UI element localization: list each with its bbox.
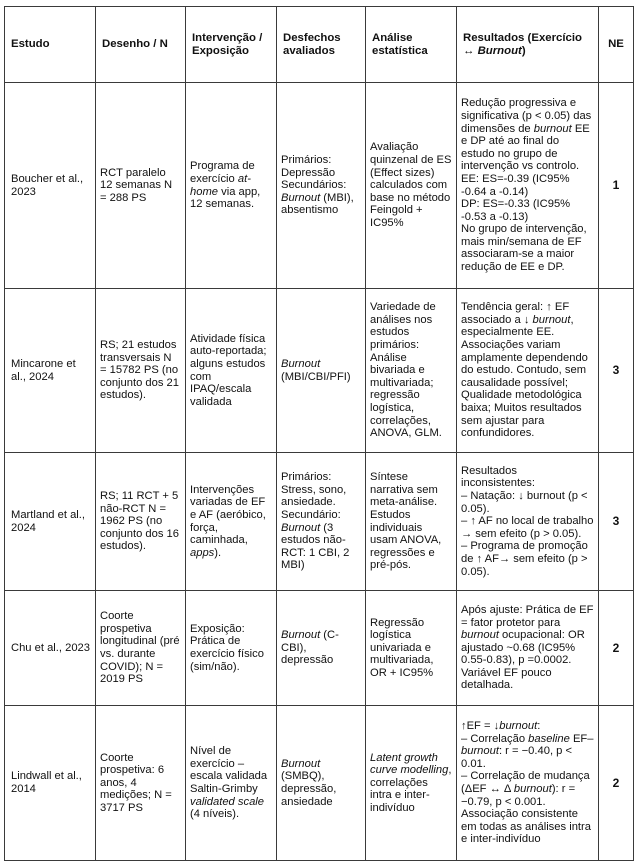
results-line [461,770,594,846]
table-row [5,591,634,706]
cell-design: RS; 11 RCT + 5 não-RCT N = 1962 PS (no conjunto dos 16 estudos). [96,453,186,591]
cell-results [457,83,599,289]
text-italic: Burnout [281,357,321,370]
cell-design: Coorte prospetiva longitudinal (pré vs. durante COVID); N = 2019 PS [96,591,186,706]
text: : [537,720,541,733]
cell-results [457,706,599,861]
cell-analysis: Regressão logística univariada e multivariada, OR + IC95% [366,591,457,706]
header-outcomes: Desfechos avaliados [277,7,366,83]
text: : r = −0.40, p < 0.01. [461,745,573,770]
results-line: No grupo de intervenção, mais min/semana de EF associaram-se a maior redução de EE e DP. [461,223,587,274]
cell-outcomes [277,591,366,706]
text: EF– [569,732,594,745]
text-italic: baseline [528,732,570,745]
text: – Correlação de mudança (ΔEF ↔ Δ [461,770,590,795]
cell-outcomes [277,706,366,861]
cell-intervention: Exposição: Prática de exercício físico (sim/não). [186,591,277,706]
cell-outcomes [277,289,366,453]
header-results [457,7,599,83]
text: Primários: Stress, sono, ansiedade. Secundário: [281,471,347,521]
text: Redução progressiva e significativa (p < 0.05) das dimensões de [461,97,592,135]
text: (3 estudos não-RCT: 1 CBI, 2 MBI) [281,521,350,572]
results-line: – ↑ AF no local de trabalho → sem efeito (p > 0.05). [461,515,594,540]
text-italic: Burnout [281,757,321,770]
text-italic: Burnout [281,629,321,642]
cell-study: Boucher et al., 2023 [5,83,96,289]
cell-outcomes [277,83,366,289]
text-italic: apps [190,546,215,559]
results-line [461,720,594,733]
cell-study: Chu et al., 2023 [5,591,96,706]
text: Primários: Depressão Secundários: [281,154,347,192]
text-italic: burnout [513,783,552,795]
text: Programa de exercício [190,160,255,185]
cell-ne: 2 [599,591,634,706]
results-line [461,97,594,173]
text: , correlações intra e inter-indivíduo [370,764,452,814]
table-row [5,83,634,289]
text: ↑EF = ↓ [461,720,500,733]
text: (MBI/CBI/PFI) [281,370,351,383]
cell-ne: 3 [599,289,634,453]
text-italic: burnout [461,629,499,642]
cell-design: Coorte prospetiva: 6 anos, 4 medições; N = 3717 PS [96,706,186,861]
text-italic: Burnout [281,521,321,534]
cell-ne: 1 [599,83,634,289]
cell-ne: 2 [599,706,634,861]
results-line [461,604,594,667]
cell-intervention [186,83,277,289]
results-line: Resultados inconsistentes: [461,464,536,490]
text: via app, 12 semanas. [190,185,261,211]
cell-results [457,289,599,453]
cell-results [457,591,599,706]
cell-study: Martland et al., 2024 [5,453,96,591]
text: (C-CBI), depressão [281,629,339,667]
header-row [5,7,634,83]
table-row [5,453,634,591]
text: EE e DP até ao final do estudo no grupo de intervenção vs controlo. [461,122,590,173]
text: – Correlação [461,732,529,745]
table-row [5,706,634,861]
results-line: – Natação: ↓ burnout (p < 0.05). [461,490,588,515]
text-italic: burnout [499,720,538,733]
text-italic: Burnout [281,191,321,204]
header-analysis: Análise estatística [366,7,457,83]
text-italic: at-home [190,172,251,198]
text: Tendência geral: ↑ EF associado a ↓ [461,301,570,326]
cell-analysis: Variedade de análises nos estudos primários: Análise bivariada e multivariada; regressão logística, correlações, ANOVA, GLM. [366,289,457,453]
cell-design: RCT paralelo 12 semanas N = 288 PS [96,83,186,289]
text: (4 níveis). [190,808,240,821]
text: ocupacional: OR ajustado ~0.68 (IC95% 0.55-0.83), p =0.0002. [461,629,585,667]
cell-study: Mincarone et al., 2024 [5,289,96,453]
cell-analysis: Avaliação quinzenal de ES (Effect sizes) calculados com base no método Feingold + IC95% [366,83,457,289]
cell-design: RS; 21 estudos transversais N = 15782 PS (no conjunto dos 21 estudos). [96,289,186,453]
cell-analysis [366,706,457,861]
text-italic: validated scale [190,795,265,808]
cell-ne: 3 [599,453,634,591]
text: ): r = −0.79, p < 0.001. Associação consistente em todas as análises intra e inter-indivíduo [461,783,591,846]
header-results-suffix: ) [521,44,526,57]
text: Intervenções variadas de EF e AF (aeróbico, força, caminhada, [190,483,266,547]
text-italic: Latent growth curve modelling [370,751,449,777]
cell-analysis: Síntese narrativa sem meta-análise. Estudos individuais usam ANOVA, regressões e pré-pós. [366,453,457,591]
header-intervention: Intervenção / Exposição [186,7,277,83]
results-line [461,733,594,771]
text-italic: burnout [461,745,499,758]
header-results-prefix: Resultados (Exercício ↔ [463,31,583,57]
text: Nível de exercício – escala validada Saltin-Grimby [190,745,268,795]
cell-results [457,453,599,591]
studies-table [4,6,634,861]
text: (MBI), absentismo [281,191,354,217]
table-row [5,289,634,453]
cell-intervention [186,453,277,591]
results-line: – Programa de promoção de ↑ AF→ sem efeito (p > 0.05). [461,540,588,578]
results-line: EE: ES=-0.39 (IC95% -0.64 a -0.14) [461,172,570,198]
header-design: Desenho / N [96,7,186,83]
text: ). [214,546,222,559]
results-line: Variável EF pouco detalhada. [461,666,552,692]
text-italic: burnout [533,122,572,135]
cell-intervention [186,706,277,861]
header-results-italic: Burnout [477,44,522,57]
cell-study: Lindwall et al., 2014 [5,706,96,861]
results-line: DP: ES=-0.33 (IC95% -0.53 a -0.13) [461,198,571,223]
text-italic: burnout [532,313,571,326]
text: Após ajuste: Prática de EF = fator protetor para [461,603,594,629]
header-ne: NE [599,7,634,83]
text: , especialmente EE. Associações variam amplamente dependendo do estudo. Contudo, sem causalidade possível; Qualidade metodológica baixa; Muitos resultados sem ajustar para confundidores. [461,313,588,440]
header-study: Estudo [5,7,96,83]
cell-outcomes [277,453,366,591]
text: (SMBQ), depressão, ansiedade [281,770,337,808]
cell-intervention: Atividade física auto-reportada; alguns estudos com IPAQ/escala validada [186,289,277,453]
